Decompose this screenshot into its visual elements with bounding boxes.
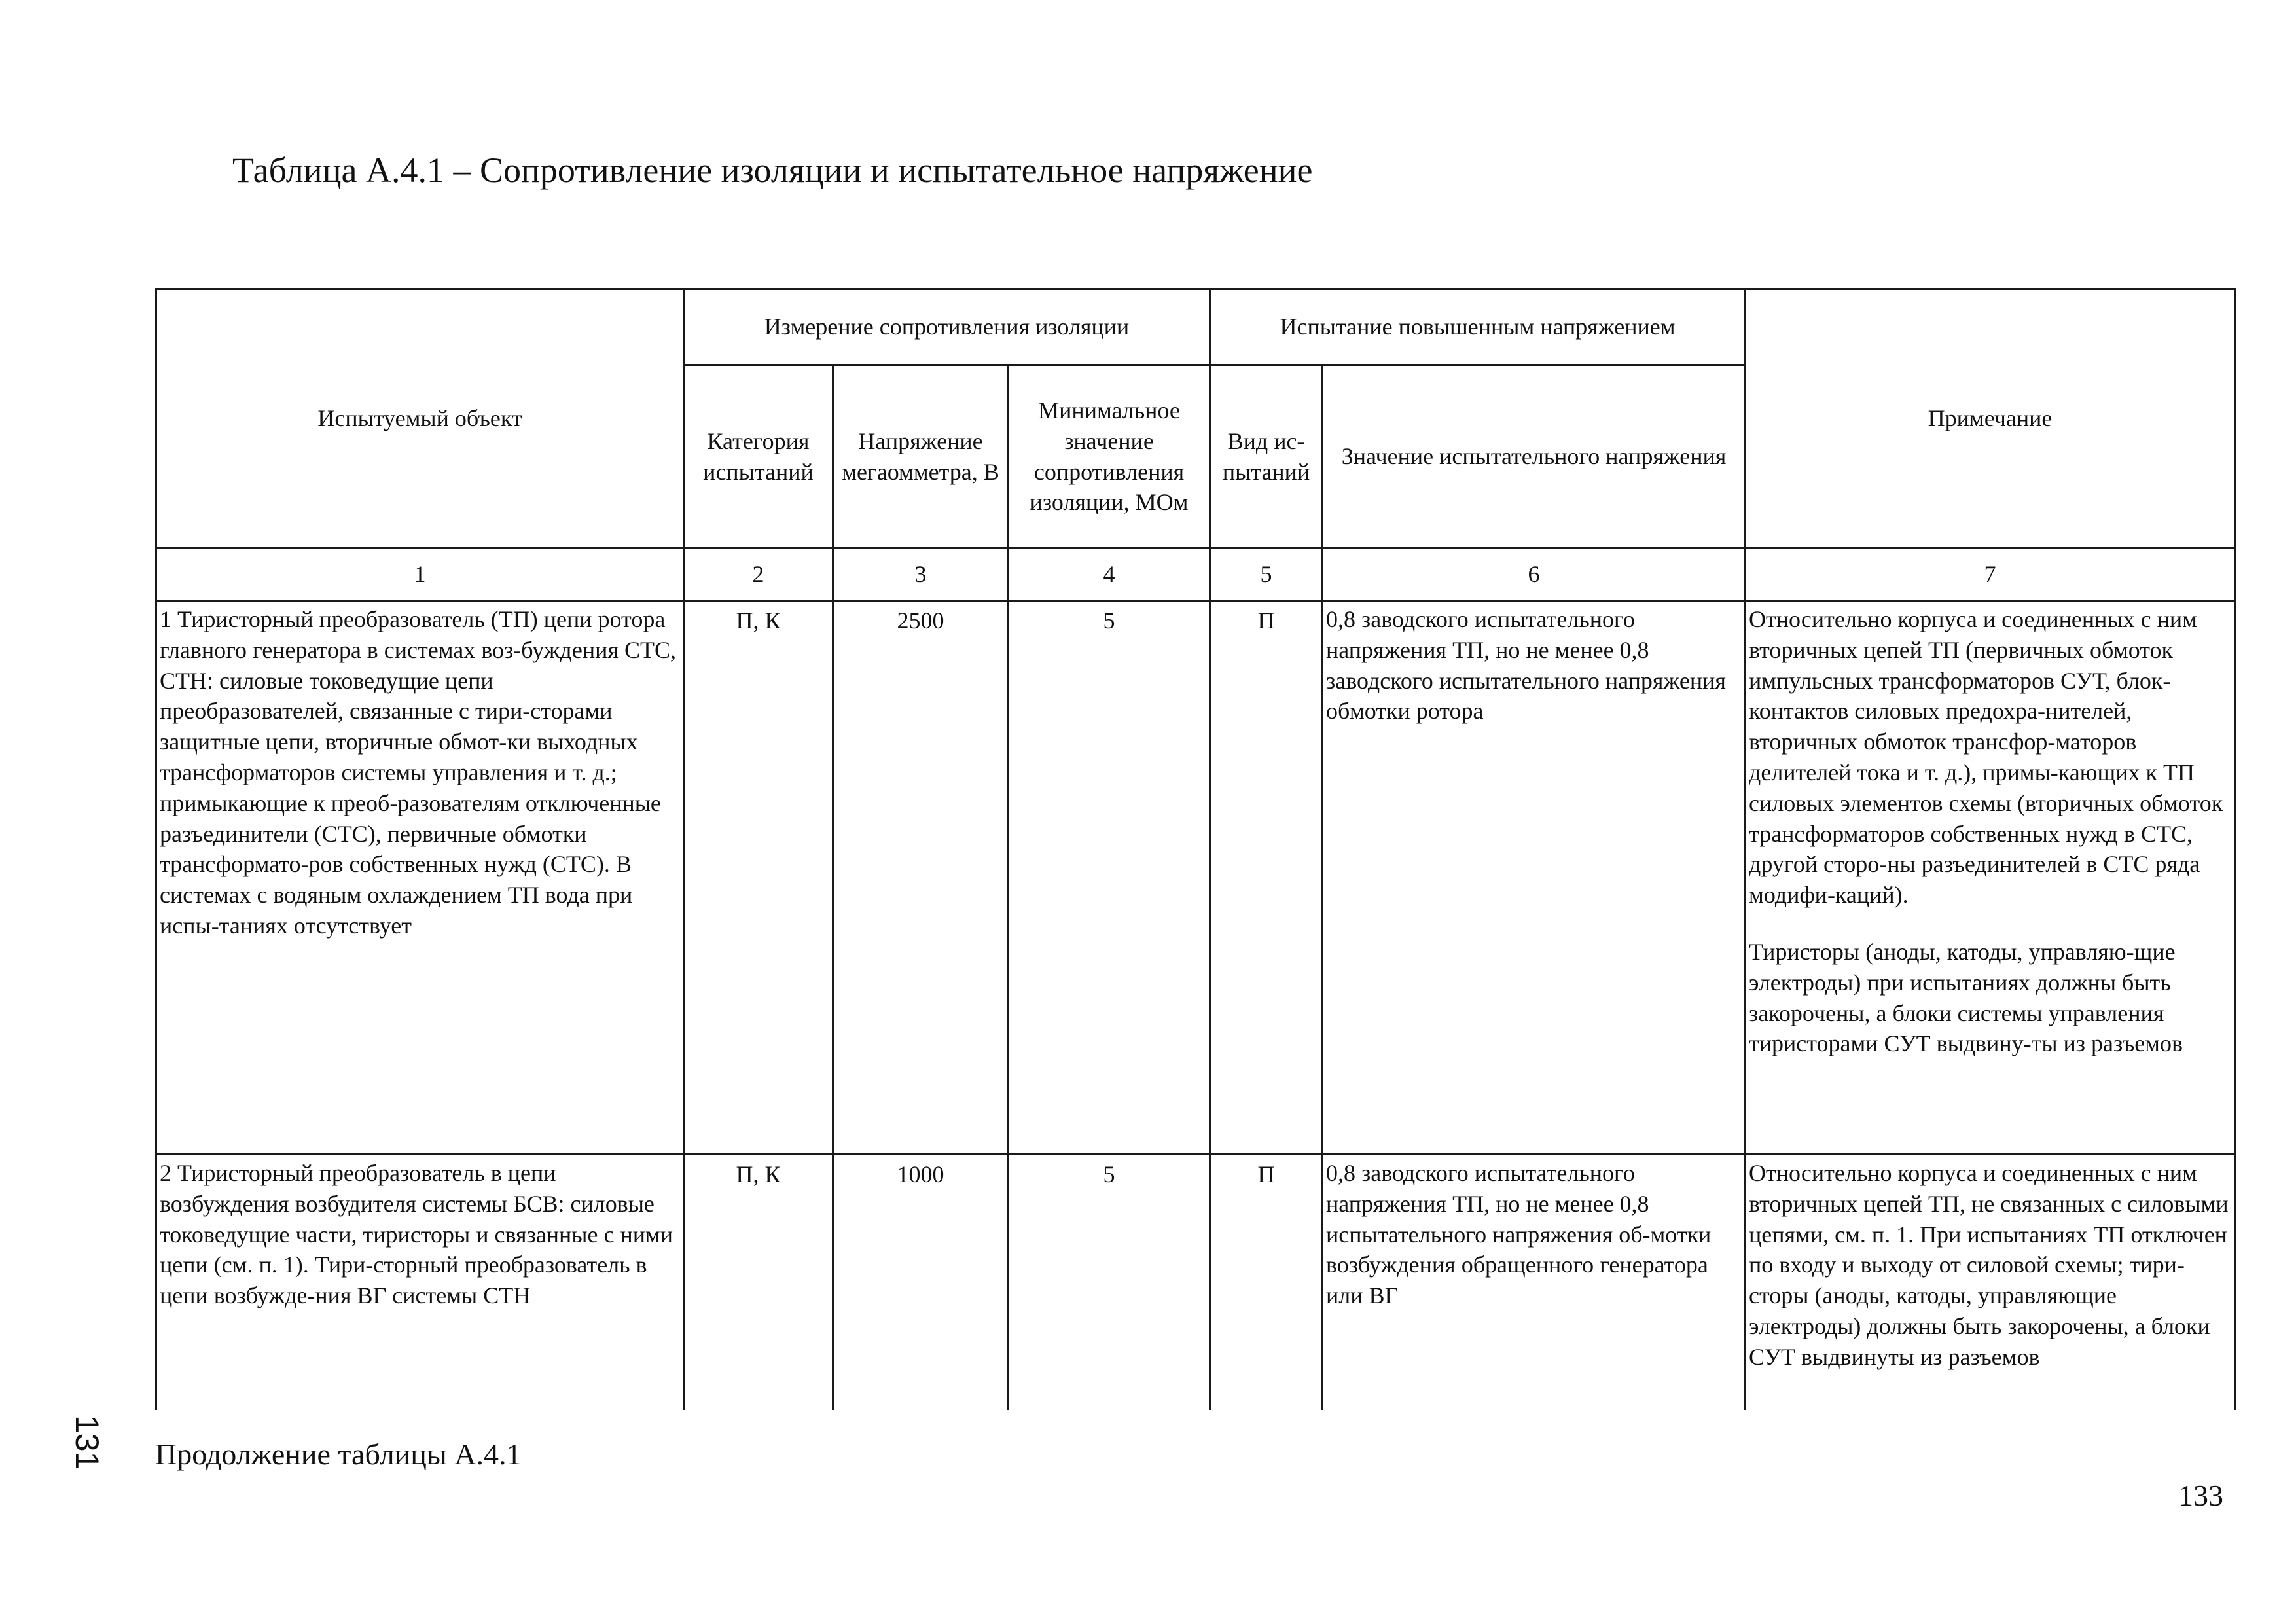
cell-category: П, К: [684, 1155, 833, 1410]
cell-megger-voltage: 2500: [833, 601, 1009, 1155]
cell-min-resistance: 5: [1009, 1155, 1210, 1410]
cell-object: 1 Тиристорный преобразователь (ТП) цепи ротора главного генератора в системах воз-буждения СТС, СТН: силовые токоведущие цепи преобразователей, связанные с тири-сторами защитные цепи, вторичные обмот-ки выходных трансформаторов системы управления и т. д.; примыкающие к преоб-разователям отключенные разъединители (СТС), первичные обмотки трансформато-ров собственных нужд (СТС). В системах с водяным охлаждением ТП вода при испы-таниях отсутствует: [156, 601, 684, 1155]
table-title: Таблица А.4.1 – Сопротивление изоляции и испытательное напряжение: [232, 151, 1313, 190]
note-paragraph: Относительно корпуса и соединенных с ним вторичных цепей ТП, не связанных с силовыми цепями, см.: [1749, 1160, 2229, 1248]
cell-megger-voltage: 1000: [833, 1155, 1009, 1410]
cell-note: [1746, 601, 2235, 1155]
header-note: Примечание: [1746, 289, 2235, 549]
column-number: 5: [1210, 549, 1323, 601]
column-number: 3: [833, 549, 1009, 601]
insulation-table: [155, 288, 2236, 1410]
cell-category: П, К: [684, 601, 833, 1155]
cell-test-type: П: [1210, 601, 1323, 1155]
cell-test-type: П: [1210, 1155, 1323, 1410]
column-number: 4: [1009, 549, 1210, 601]
column-number-row: [156, 549, 2235, 601]
note-paragraph: п. 1. При испытаниях ТП отключен по входу и выходу от силовой схемы; тири-сторы (аноды, катоды, управляющие электроды) должны быть закорочены, а блоки СУТ выдвинуты из разъемов: [1749, 1221, 2227, 1370]
cell-test-voltage: 0,8 заводского испытательного напряжения ТП, но не менее 0,8 испытательного напряжения об-мотки возбуждения обращенного генератора или ВГ: [1323, 1155, 1746, 1410]
header-group-voltage: Испытание повышенным напряжением: [1210, 289, 1746, 365]
column-number: 1: [156, 549, 684, 601]
paragraph-gap: [1749, 911, 2231, 937]
continuation-caption: Продолжение таблицы А.4.1: [155, 1437, 522, 1471]
cell-object: 2 Тиристорный преобразователь в цепи возбуждения возбудителя системы БСВ: силовые токоведущие части, тиристоры и связанные с ними цепи (см. п. 1). Тири-сторный преобразователь в цепи возбужде-ния ВГ системы СТН: [156, 1155, 684, 1410]
note-paragraph: Тиристоры (аноды, катоды, управляю-щие электроды) при испытаниях должны быть закорочены, а блоки системы управления тиристорами СУТ выдвину-ты из разъемов: [1749, 938, 2183, 1057]
header-group-resistance: Измерение сопротивления изоляции: [684, 289, 1210, 365]
table-row: [156, 1155, 2235, 1410]
cell-min-resistance: 5: [1009, 601, 1210, 1155]
note-paragraph: Относительно корпуса и соединенных с ним вторичных цепей ТП (первичных обмоток импульсных трансформаторов СУТ, блок-контактов силовых предохра-нителей, вторичных обмоток трансфор-маторов делителей тока и т. д.), примы-кающих к ТП силовых элементов схемы (вторичных обмоток трансформаторов собственных нужд в СТС, другой сторо-ны разъединителей в СТС ряда модифи-каций).: [1749, 606, 2223, 909]
page-number-fragment: [2178, 1479, 2231, 1517]
column-number: 2: [684, 549, 833, 601]
cell-note: [1746, 1155, 2235, 1410]
page-number-fragment-text: 133: [2178, 1479, 2223, 1512]
header-test-type: Вид ис-пытаний: [1210, 365, 1323, 549]
header-megger-voltage: Напряжение мегаомметра, В: [833, 365, 1009, 549]
header-category: Категория испытаний: [684, 365, 833, 549]
header-min-resistance: Минимальное значение сопротивления изоляции, МОм: [1009, 365, 1210, 549]
table-row: [156, 601, 2235, 1155]
header-test-voltage-value: Значение испытательного напряжения: [1323, 365, 1746, 549]
column-number: 6: [1323, 549, 1746, 601]
page-number: 131: [69, 1415, 105, 1470]
column-number: 7: [1746, 549, 2235, 601]
cell-test-voltage: 0,8 заводского испытательного напряжения ТП, но не менее 0,8 заводского испытательного напряжения обмотки ротора: [1323, 601, 1746, 1155]
header-object: Испытуемый объект: [156, 289, 684, 549]
